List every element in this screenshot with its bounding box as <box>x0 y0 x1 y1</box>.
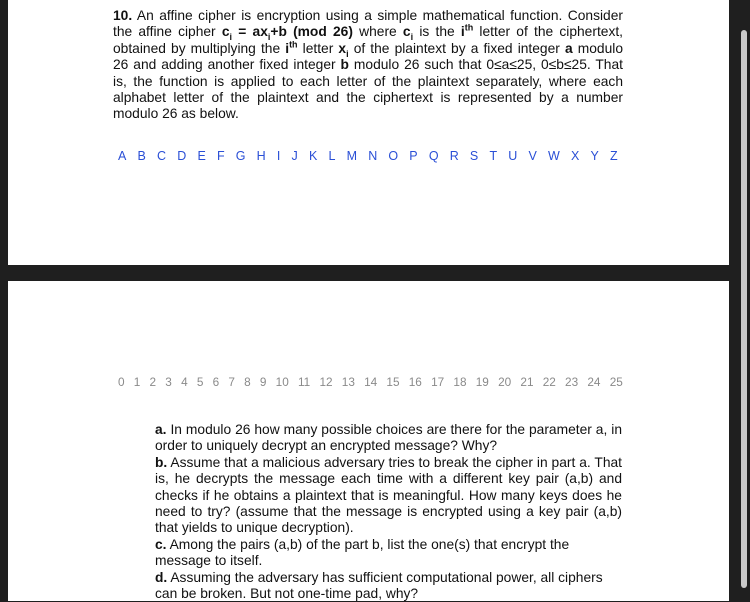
ci-i: i <box>410 32 414 43</box>
letter-number: 23 <box>565 375 579 389</box>
ith-th: th <box>464 22 474 33</box>
alphabet-letter: F <box>216 149 225 163</box>
alphabet-row <box>118 149 618 163</box>
letter-number: 8 <box>244 375 251 389</box>
formula-i2: i <box>267 32 271 43</box>
alphabet-letter: A <box>118 149 127 163</box>
question-10-text <box>113 8 623 123</box>
alphabet-letter: O <box>388 149 399 163</box>
alphabet-letter: X <box>570 149 580 163</box>
formula-i: i <box>229 32 233 43</box>
alphabet-letter: I <box>276 149 281 163</box>
number-row <box>118 375 623 389</box>
letter-number: 22 <box>542 375 556 389</box>
alphabet-letter: M <box>346 149 358 163</box>
alphabet-letter: H <box>256 149 266 163</box>
text-is-the: is the <box>413 24 461 40</box>
part-a <box>155 422 622 455</box>
alphabet-letter: N <box>368 149 378 163</box>
part-a-text: In modulo 26 how many possible choices are there for the parameter a, in order to uniquely decrypt an encrypted message? Why? <box>155 422 622 454</box>
formula <box>221 24 353 43</box>
xi-x: x <box>338 40 347 56</box>
alphabet-letter: U <box>508 149 518 163</box>
letter-number: 7 <box>228 375 235 389</box>
document-page-2 <box>8 281 729 601</box>
letter-number: 9 <box>259 375 267 389</box>
alphabet-letter: W <box>547 149 560 163</box>
letter-number: 11 <box>297 375 311 389</box>
part-d-label: d. <box>155 569 168 585</box>
letter-number: 4 <box>181 375 188 389</box>
letter-number: 13 <box>341 375 355 389</box>
letter-number: 0 <box>118 375 125 389</box>
alphabet-letter: Q <box>428 149 439 163</box>
question-intro: An affine cipher is encryption using a simple mathematical function. Consider the affine cipher <box>113 8 623 40</box>
alphabet-letter: D <box>177 149 187 163</box>
document-page-1 <box>8 0 729 265</box>
alphabet-letter: T <box>489 149 498 163</box>
letter-number: 20 <box>498 375 512 389</box>
alphabet-letter: L <box>328 149 336 163</box>
alphabet-letter: Y <box>590 149 599 163</box>
xi-term <box>338 40 349 59</box>
ci-term <box>402 24 414 43</box>
alphabet-letter: E <box>197 149 206 163</box>
text-of-plain: of the plaintext by a fixed integer <box>348 40 565 56</box>
xi-i: i <box>346 48 349 59</box>
letter-number: 17 <box>431 375 445 389</box>
alphabet-letter: Z <box>609 149 618 163</box>
term-b: b <box>340 57 349 73</box>
part-d-text: Assuming the adversary has sufficient computational power, all ciphers can be broken. But not one-time pad, why? <box>155 569 603 602</box>
letter-number: 12 <box>319 375 333 389</box>
part-b-text: Assume that a malicious adversary tries to break the cipher in part a. That is, he decrypts the message each time with a different key pair (a,b) and checks if he obtains a plaintext that is meaningful. How many keys does he need to try? (assume that the message is encrypted using a key pair (a,b) that yields to unique decryption). <box>155 454 622 536</box>
ith2-th: th <box>289 39 298 50</box>
alphabet-letter: G <box>235 149 246 163</box>
part-a-label: a. <box>155 422 167 437</box>
formula-c: c <box>221 24 230 40</box>
alphabet-letter: V <box>528 149 537 163</box>
letter-number: 5 <box>196 375 204 389</box>
letter-number: 18 <box>453 375 467 389</box>
alphabet-letter: B <box>137 149 147 163</box>
alphabet-letter: R <box>449 149 459 163</box>
scrollbar-thumb[interactable] <box>741 30 747 588</box>
text-letter-cipher: letter of the ciphertext, obtained by multiplying the <box>113 24 624 56</box>
letter-number: 1 <box>133 375 141 389</box>
letter-number: 25 <box>609 375 623 389</box>
question-number: 10. <box>113 8 133 23</box>
alphabet-letter: C <box>157 149 167 163</box>
ith-i: i <box>460 24 465 40</box>
letter-number: 2 <box>149 375 157 389</box>
ith-term-2 <box>285 41 297 56</box>
question-parts <box>155 422 622 602</box>
alphabet-letter: J <box>291 149 298 163</box>
formula-plusb: +b (mod 26) <box>270 24 353 40</box>
text-where: where <box>352 24 403 40</box>
part-c-label: c. <box>155 536 167 552</box>
ith-term <box>461 24 473 39</box>
term-a: a <box>564 40 573 56</box>
text-modulo-add: modulo 26 and adding another fixed integer <box>113 40 623 73</box>
ith2-i: i <box>285 40 290 56</box>
letter-number: 16 <box>408 375 422 389</box>
text-rest: modulo 26 such that 0≤a≤25, 0≤b≤25. That is, the function is applied to each letter of the plaintext separately, where each alphabet letter of the plaintext and the ciphertext is represented by a number modulo 26 as below. <box>113 57 623 122</box>
alphabet-letter: P <box>409 149 418 163</box>
formula-eq: = ax <box>232 24 268 40</box>
alphabet-letter: S <box>469 149 479 163</box>
part-b <box>155 455 622 537</box>
part-c-text: Among the pairs (a,b) of the part b, list the one(s) that encrypt the message to itself. <box>155 536 570 569</box>
alphabet-letter: K <box>308 149 318 163</box>
letter-number: 15 <box>386 375 400 389</box>
letter-number: 21 <box>520 375 534 389</box>
part-b-label: b. <box>155 454 168 470</box>
part-c <box>155 537 622 570</box>
letter-number: 19 <box>475 375 489 389</box>
text-letter: letter <box>297 40 339 56</box>
letter-number: 24 <box>587 375 601 389</box>
letter-number: 10 <box>275 375 289 389</box>
letter-number: 14 <box>364 375 378 389</box>
part-d <box>155 570 622 602</box>
letter-number: 3 <box>165 375 172 389</box>
letter-number: 6 <box>212 375 220 389</box>
ci-c: c <box>402 24 411 40</box>
